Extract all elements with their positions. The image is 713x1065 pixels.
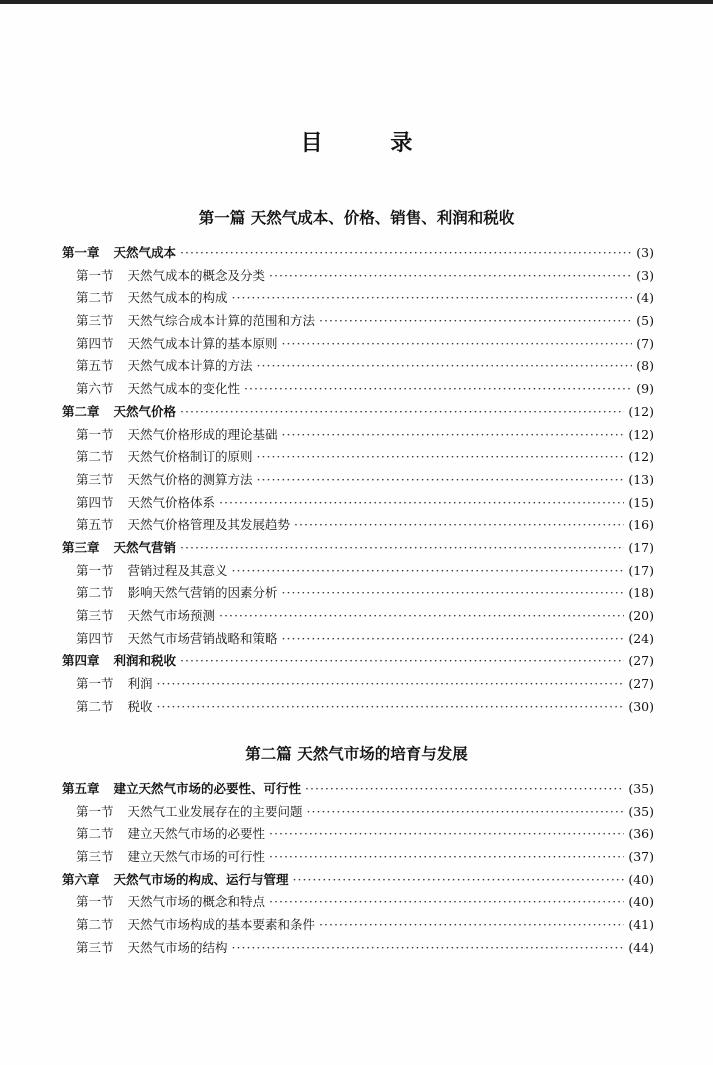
dot-leader [293, 872, 625, 887]
entry-number: 第三节 [76, 313, 114, 329]
toc-chapter-entry[interactable] [62, 651, 654, 674]
part-title: 第一篇 天然气成本、价格、销售、利润和税收 [198, 208, 515, 227]
dot-leader [180, 653, 624, 668]
entry-page-number: (17) [628, 539, 654, 555]
entry-title: 天然气市场营销战略和策略 [127, 630, 278, 646]
entry-page-number: (16) [628, 517, 654, 533]
toc-list [62, 779, 654, 961]
toc-section-entry[interactable] [62, 311, 654, 334]
dot-leader [269, 849, 624, 864]
entry-title: 天然气成本计算的方法 [127, 358, 253, 374]
entry-title: 天然气综合成本计算的范围和方法 [127, 313, 316, 329]
entry-title: 天然气成本的构成 [127, 290, 228, 306]
entry-title: 天然气营销 [113, 539, 177, 555]
entry-page-number: (8) [636, 358, 654, 374]
dot-leader [232, 563, 625, 578]
toc-chapter-entry[interactable] [62, 243, 654, 266]
entry-title: 天然气成本的概念及分类 [127, 267, 266, 283]
dot-leader [232, 290, 633, 305]
entry-number: 第六节 [76, 381, 114, 397]
entry-number: 第四节 [76, 494, 114, 510]
entry-page-number: (12) [628, 403, 654, 419]
entry-title: 利润 [127, 676, 153, 692]
toc-section-entry[interactable] [62, 697, 654, 720]
entry-title: 天然气价格管理及其发展趋势 [127, 517, 291, 533]
dot-leader [282, 631, 625, 646]
entry-page-number: (36) [628, 826, 654, 842]
dot-leader [294, 517, 624, 532]
entry-page-number: (7) [636, 335, 654, 351]
entry-number: 第一节 [76, 803, 114, 819]
entry-number: 第一节 [76, 426, 114, 442]
entry-title: 建立天然气市场的必要性 [127, 826, 266, 842]
entry-number: 第二节 [76, 585, 114, 601]
toc-section-entry[interactable] [62, 915, 654, 938]
toc-section-entry[interactable] [62, 288, 654, 311]
dot-leader [257, 472, 625, 487]
entry-page-number: (30) [628, 698, 654, 714]
entry-title: 天然气市场的概念和特点 [127, 894, 266, 910]
top-border-line [0, 0, 713, 4]
entry-title: 天然气市场预测 [127, 608, 216, 623]
entry-number: 第三节 [76, 471, 114, 487]
entry-page-number: (12) [628, 449, 654, 465]
toc-section-entry[interactable] [62, 583, 654, 606]
entry-page-number: (35) [628, 781, 654, 796]
entry-title: 建立天然气市场的必要性、可行性 [113, 781, 302, 796]
entry-page-number: (18) [628, 585, 654, 601]
entry-number: 第三节 [76, 608, 114, 623]
toc-chapter-entry[interactable] [62, 779, 654, 802]
toc-section-entry[interactable] [62, 379, 654, 402]
entry-title: 天然气工业发展存在的主要问题 [127, 803, 303, 819]
entry-number: 第四章 [62, 653, 100, 669]
dot-leader [180, 245, 632, 260]
toc-section-entry[interactable] [62, 425, 654, 448]
entry-number: 第三章 [62, 539, 100, 555]
entry-number: 第三节 [76, 939, 114, 955]
dot-leader [307, 804, 625, 819]
entry-page-number: (9) [636, 381, 654, 397]
entry-number: 第二节 [76, 917, 114, 933]
entry-page-number: (17) [628, 562, 654, 578]
dot-leader [157, 676, 625, 691]
dot-leader [257, 449, 625, 464]
page-title: 目 录 [300, 131, 443, 156]
entry-page-number: (4) [636, 290, 654, 306]
entry-page-number: (37) [628, 849, 654, 865]
toc-section-entry[interactable] [62, 515, 654, 538]
entry-number: 第五节 [76, 517, 114, 533]
toc-section-entry[interactable] [62, 938, 654, 961]
entry-title: 利润和税收 [113, 653, 177, 669]
entry-number: 第一节 [76, 894, 114, 910]
entry-title: 天然气价格 [113, 403, 177, 419]
entry-page-number: (5) [636, 313, 654, 329]
toc-section-entry[interactable] [62, 674, 654, 697]
toc-list [62, 243, 654, 719]
entry-title: 天然气价格的测算方法 [127, 471, 253, 487]
toc-section-entry[interactable] [62, 470, 654, 493]
entry-title: 天然气市场构成的基本要素和条件 [127, 917, 316, 933]
dot-leader [269, 268, 632, 283]
entry-number: 第一节 [76, 676, 114, 692]
entry-title: 天然气市场的构成、运行与管理 [113, 871, 289, 887]
toc-section-entry[interactable] [62, 493, 654, 516]
dot-leader [180, 540, 624, 555]
entry-title: 天然气价格制订的原则 [127, 449, 253, 465]
entry-page-number: (44) [628, 939, 654, 955]
toc-section-entry[interactable] [62, 824, 654, 847]
dot-leader [257, 358, 633, 373]
dot-leader [305, 781, 624, 796]
entry-page-number: (27) [628, 676, 654, 692]
toc-chapter-entry[interactable] [62, 870, 654, 893]
entry-number: 第一节 [76, 562, 114, 578]
dot-leader [269, 894, 624, 909]
entry-page-number: (3) [636, 267, 654, 283]
dot-leader [282, 336, 633, 351]
entry-number: 第三节 [76, 849, 114, 865]
dot-leader [269, 826, 624, 841]
toc-section-entry[interactable] [62, 847, 654, 870]
entry-page-number: (40) [628, 894, 654, 910]
entry-title: 天然气价格形成的理论基础 [127, 426, 278, 442]
entry-number: 第一节 [76, 267, 114, 283]
entry-page-number: (12) [628, 426, 654, 442]
toc-chapter-entry[interactable] [62, 538, 654, 561]
entry-number: 第二节 [76, 826, 114, 842]
toc-section-entry[interactable] [62, 629, 654, 652]
toc-section-entry[interactable] [62, 447, 654, 470]
toc-section-entry[interactable] [62, 892, 654, 915]
dot-leader [157, 699, 625, 714]
dot-leader [219, 495, 624, 510]
entry-page-number: (41) [628, 917, 654, 933]
entry-number: 第五章 [62, 781, 100, 796]
dot-leader [219, 608, 624, 623]
toc-section-entry[interactable] [62, 561, 654, 584]
entry-title: 建立天然气市场的可行性 [127, 849, 266, 865]
entry-page-number: (35) [628, 803, 654, 819]
entry-title: 影响天然气营销的因素分析 [127, 585, 278, 601]
entry-page-number: (24) [628, 630, 654, 646]
entry-number: 第二节 [76, 290, 114, 306]
dot-leader [319, 917, 624, 932]
entry-title: 天然气成本的变化性 [127, 381, 241, 397]
dot-leader [244, 381, 632, 396]
entry-number: 第二章 [62, 403, 100, 419]
toc-section-entry[interactable] [62, 356, 654, 379]
dot-leader [282, 427, 625, 442]
entry-page-number: (13) [628, 471, 654, 487]
entry-title: 营销过程及其意义 [127, 562, 228, 578]
toc-section-entry[interactable] [62, 606, 654, 629]
entry-title: 天然气市场的结构 [127, 939, 228, 955]
part-title: 第二篇 天然气市场的培育与发展 [245, 744, 468, 763]
entry-page-number: (3) [636, 245, 654, 260]
toc-section-entry[interactable] [62, 266, 654, 289]
entry-number: 第四节 [76, 630, 114, 646]
entry-page-number: (27) [628, 653, 654, 669]
entry-number: 第四节 [76, 335, 114, 351]
entry-number: 第一章 [62, 245, 100, 260]
toc-section-entry[interactable] [62, 334, 654, 357]
entry-title: 税收 [127, 698, 153, 714]
entry-title: 天然气成本 [113, 245, 177, 260]
entry-number: 第二节 [76, 449, 114, 465]
toc-section-entry[interactable] [62, 802, 654, 825]
entry-number: 第二节 [76, 698, 114, 714]
entry-number: 第六章 [62, 871, 100, 887]
dot-leader [232, 940, 625, 955]
entry-title: 天然气成本计算的基本原则 [127, 335, 278, 351]
dot-leader [282, 585, 625, 600]
dot-leader [319, 313, 632, 328]
entry-page-number: (40) [628, 871, 654, 887]
entry-page-number: (20) [628, 608, 654, 623]
entry-number: 第五节 [76, 358, 114, 374]
entry-page-number: (15) [628, 494, 654, 510]
dot-leader [180, 404, 624, 419]
toc-chapter-entry[interactable] [62, 402, 654, 425]
entry-title: 天然气价格体系 [127, 494, 216, 510]
